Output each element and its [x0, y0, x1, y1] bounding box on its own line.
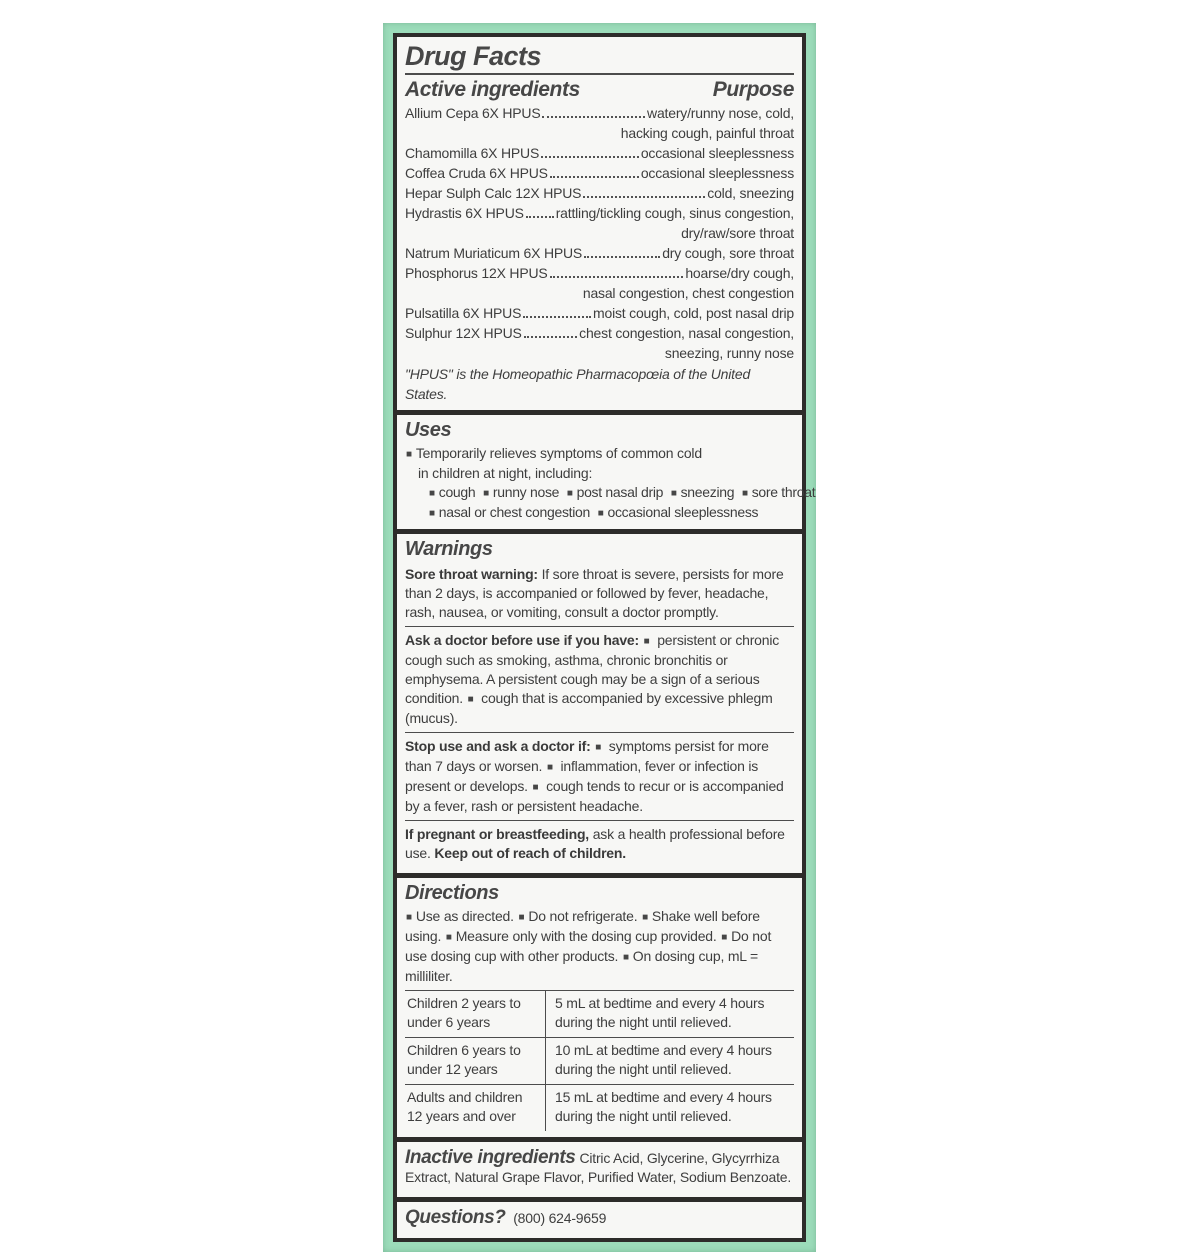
text-segment: If sore throat is severe, persists for more than 2 days, is accompanied or followed by fever, headache, rash, nausea, or vomiting, consult a doctor promptly.	[405, 566, 784, 620]
square-bullet-icon: ■	[467, 694, 474, 705]
dosage-row	[405, 990, 794, 1037]
square-bullet-icon: ■	[721, 932, 728, 943]
text-segment: Measure only with the dosing cup provided.	[455, 928, 721, 944]
ingredient-purpose: rattling/tickling cough, sinus congestion,	[555, 205, 794, 221]
ingredient-name: Coffea Cruda 6X HPUS	[405, 165, 548, 181]
ingredient-purpose: occasional sleeplessness	[640, 145, 794, 161]
square-bullet-icon: ■	[566, 488, 573, 499]
text-segment: Do not use dosing cup with other products.	[405, 928, 772, 964]
ingredient-row	[405, 183, 794, 203]
text-segment: cough that is accompanied by excessive phlegm (mucus).	[405, 690, 773, 726]
questions-heading: Questions?	[405, 1207, 506, 1228]
uses-symptom-line	[414, 483, 823, 503]
uses-symptom-list	[405, 483, 823, 523]
symptom-item: occasional sleeplessness	[607, 504, 765, 520]
square-bullet-icon: ■	[445, 932, 452, 943]
dot-leader	[584, 256, 660, 258]
ingredient-name: Natrum Muriaticum 6X HPUS	[405, 245, 583, 261]
ingredient-row	[405, 203, 794, 223]
text-segment: Shake well before using.	[405, 908, 760, 944]
ingredient-row	[405, 303, 794, 323]
dot-leader	[550, 276, 684, 278]
square-bullet-icon: ■	[406, 449, 412, 460]
ingredient-row	[405, 323, 794, 343]
section-directions	[397, 878, 802, 1137]
square-bullet-icon: ■	[622, 952, 629, 963]
dosage-instruction: 15 mL at bedtime and every 4 hours during the night until relieved.	[545, 1085, 794, 1131]
text-segment: Temporarily relieves symptoms of common cold	[415, 445, 702, 461]
symptom-item: post nasal drip	[576, 484, 670, 500]
title-divider	[405, 73, 794, 75]
section-active-ingredients	[397, 37, 802, 410]
inactive-ingredients-heading: Inactive ingredients	[405, 1147, 576, 1168]
warning-paragraph	[405, 626, 794, 732]
bold-text-segment: Stop use and ask a doctor if:	[405, 738, 595, 754]
packaging-panel	[383, 23, 823, 1252]
dosage-instruction: 5 mL at bedtime and every 4 hours during the night until relieved.	[545, 991, 794, 1037]
ingredient-row	[405, 163, 794, 183]
symptom-item: cough	[438, 484, 483, 500]
ingredient-purpose: moist cough, cold, post nasal drip	[593, 305, 794, 321]
warning-paragraph	[405, 732, 794, 820]
square-bullet-icon: ■	[429, 508, 435, 519]
directions-heading: Directions	[405, 882, 499, 904]
text-segment: cough tends to recur or is accompanied by a fever, rash or persistent headache.	[405, 778, 784, 814]
directions-intro	[405, 907, 794, 986]
square-bullet-icon: ■	[429, 488, 435, 499]
uses-intro	[405, 444, 794, 483]
uses-symptom-line	[414, 503, 794, 523]
dosage-age-group: Children 2 years to under 6 years	[407, 995, 521, 1030]
dot-leader	[583, 196, 705, 198]
square-bullet-icon: ■	[483, 488, 489, 499]
bold-text-segment: If pregnant or breastfeeding,	[405, 826, 589, 842]
text-segment: symptoms persist for more than 7 days or worsen.	[405, 738, 769, 774]
ingredient-list	[405, 103, 794, 363]
dosage-table	[405, 990, 794, 1131]
warnings-heading: Warnings	[405, 538, 493, 560]
dot-leader	[526, 216, 554, 218]
text-segment: inflammation, fever or infection is present or develops.	[405, 758, 759, 794]
ingredient-purpose-continued: nasal congestion, chest congestion	[582, 285, 794, 301]
ingredient-row	[405, 143, 794, 163]
bold-text-segment: Ask a doctor before use if you have:	[405, 632, 643, 648]
warning-paragraph	[405, 820, 794, 867]
ingredient-purpose: chest congestion, nasal congestion,	[579, 325, 794, 341]
ingredient-purpose: watery/runny nose, cold,	[647, 105, 794, 121]
square-bullet-icon: ■	[597, 508, 604, 519]
ingredient-name: Sulphur 12X HPUS	[405, 325, 522, 341]
square-bullet-icon: ■	[546, 762, 553, 773]
text-segment: persistent or chronic cough such as smoking, asthma, chronic bronchitis or emphysema. A persistent cough may be a sign of a serious condition.	[405, 632, 780, 706]
text-segment: ask a health professional before use.	[405, 826, 785, 861]
dosage-instruction: 10 mL at bedtime and every 4 hours during the night until relieved.	[545, 1038, 794, 1084]
drug-facts-label	[393, 33, 823, 1242]
dosage-age-group: Adults and children 12 years and over	[407, 1089, 523, 1124]
questions-phone: (800) 624-9659	[513, 1210, 607, 1226]
dosage-age-group: Children 6 years to under 12 years	[407, 1042, 521, 1077]
square-bullet-icon: ■	[595, 742, 602, 753]
uses-heading: Uses	[405, 419, 452, 441]
text-segment: Do not refrigerate.	[528, 908, 642, 924]
ingredient-purpose: occasional sleeplessness	[640, 165, 794, 181]
inactive-ingredients-text: Citric Acid, Glycerine, Glycyrrhiza Extract, Natural Grape Flavor, Purified Water, Sodium Benzoate.	[405, 1150, 792, 1185]
dot-leader	[542, 116, 645, 118]
ingredient-purpose-continued: dry/raw/sore throat	[681, 225, 794, 241]
dot-leader	[541, 156, 639, 158]
symptom-item: runny nose	[492, 484, 566, 500]
text-segment: Use as directed.	[415, 908, 518, 924]
section-questions	[397, 1202, 802, 1238]
square-bullet-icon: ■	[532, 782, 539, 793]
bold-text-segment: Keep out of reach of children.	[434, 845, 626, 861]
ingredient-name: Pulsatilla 6X HPUS	[405, 305, 522, 321]
ingredient-name: Chamomilla 6X HPUS	[405, 145, 540, 161]
ingredient-row	[405, 243, 794, 263]
active-ingredients-heading: Active ingredients	[405, 78, 580, 101]
dot-leader	[523, 316, 591, 318]
dosage-row	[405, 1084, 794, 1131]
warnings-paragraphs	[405, 563, 794, 867]
square-bullet-icon: ■	[406, 912, 412, 923]
warning-paragraph	[405, 563, 794, 626]
text-segment: On dosing cup, mL = milliliter.	[405, 948, 759, 984]
bold-text-segment: Sore throat warning:	[405, 566, 538, 582]
square-bullet-icon: ■	[670, 488, 677, 499]
ingredient-purpose: dry cough, sore throat	[662, 245, 794, 261]
ingredient-name: Phosphorus 12X HPUS	[405, 265, 548, 281]
questions-paragraph	[405, 1205, 794, 1232]
section-uses	[397, 415, 823, 529]
ingredient-purpose: cold, sneezing	[707, 185, 794, 201]
ingredient-name: Allium Cepa 6X HPUS	[405, 105, 541, 121]
active-ingredients-header-row	[405, 77, 794, 103]
text-segment: in children at night, including:	[418, 465, 593, 481]
square-bullet-icon: ■	[642, 912, 648, 923]
section-inactive-ingredients	[397, 1142, 802, 1197]
ingredient-name: Hepar Sulph Calc 12X HPUS	[405, 185, 582, 201]
dot-leader	[524, 336, 578, 338]
dot-leader	[550, 176, 639, 178]
square-bullet-icon: ■	[741, 488, 748, 499]
ingredient-purpose-continued: sneezing, runny nose	[664, 345, 794, 361]
square-bullet-icon: ■	[643, 636, 650, 647]
section-warnings	[397, 534, 802, 873]
ingredient-purpose: hoarse/dry cough,	[685, 265, 794, 281]
symptom-item: sneezing	[680, 484, 741, 500]
ingredient-purpose-continued: hacking cough, painful throat	[620, 125, 794, 141]
drug-facts-title: Drug Facts	[405, 41, 542, 71]
square-bullet-icon: ■	[518, 912, 525, 923]
ingredient-name: Hydrastis 6X HPUS	[405, 205, 524, 221]
purpose-heading: Purpose	[712, 78, 794, 101]
hpus-footnote: "HPUS" is the Homeopathic Pharmacopœia of the United States.	[405, 366, 751, 402]
ingredient-row	[405, 103, 794, 123]
inactive-ingredients-paragraph	[405, 1145, 794, 1191]
symptom-item: nasal or chest congestion	[438, 504, 597, 520]
ingredient-row	[405, 263, 794, 283]
symptom-item: sore throat	[751, 484, 823, 500]
dosage-row	[405, 1037, 794, 1084]
